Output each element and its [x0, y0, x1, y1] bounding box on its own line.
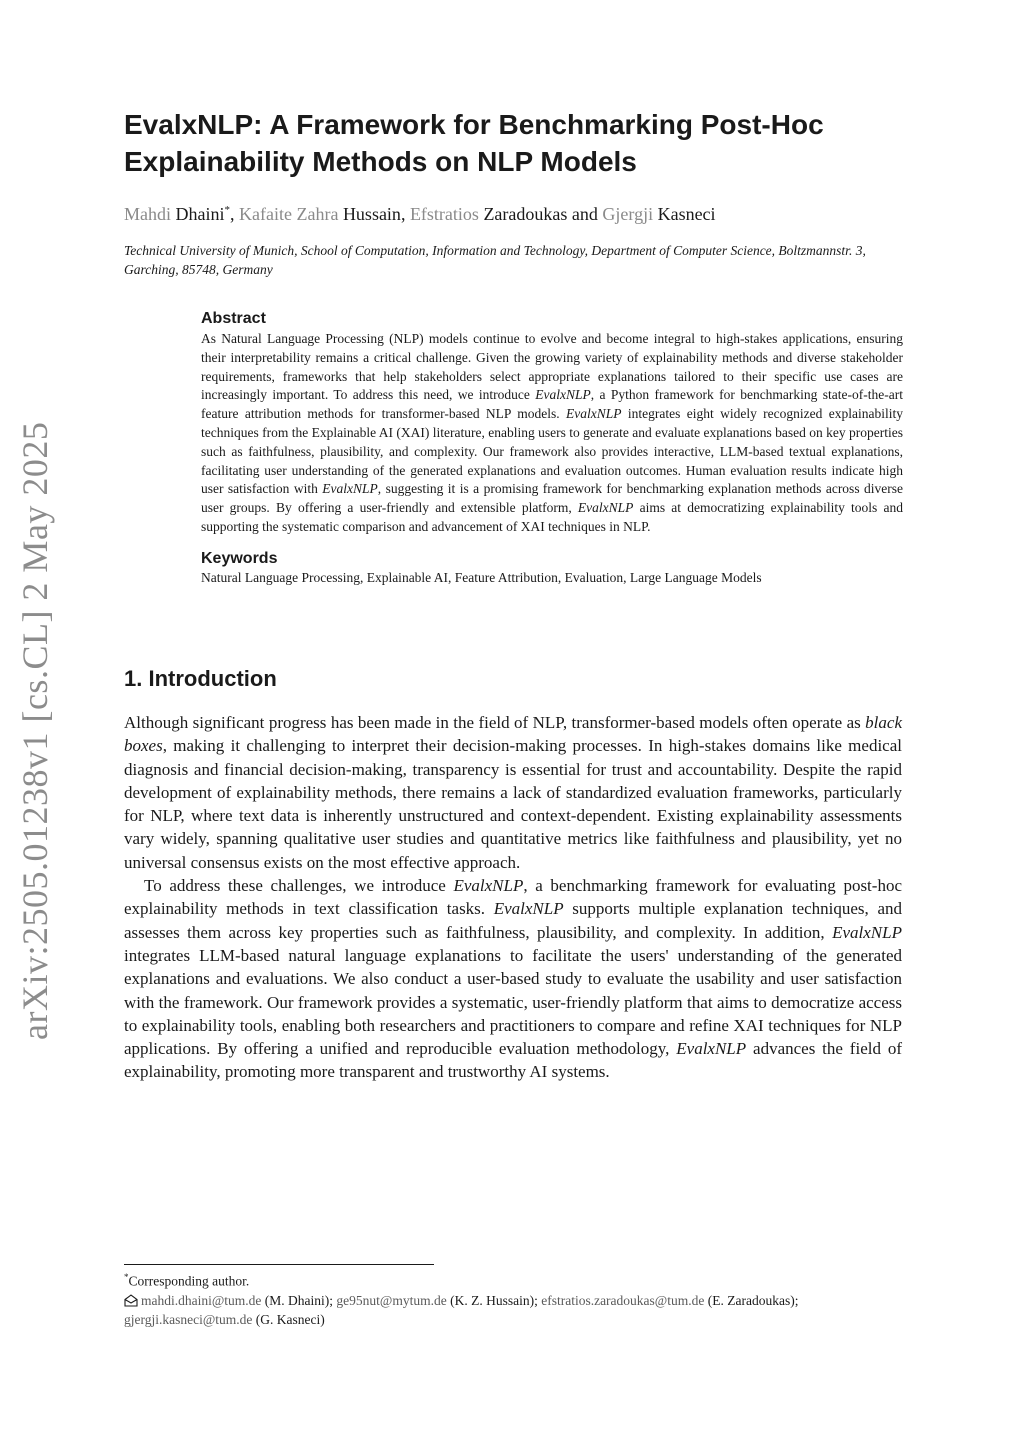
paper-title: EvalxNLP: A Framework for Benchmarking Post-Hoc Explainability Methods on NLP Models: [124, 109, 824, 177]
keywords-heading: Keywords: [201, 549, 278, 567]
author: Efstratios Zaradoukas and: [409, 204, 603, 224]
author-list: [124, 198, 904, 226]
contact-emails: mahdi.dhaini@tum.de (M. Dhaini); ge95nut@mytum.de (K. Z. Hussain); efstratios.zaradoukas@tum.de (E. Zaradoukas); gjergji.kasneci@tum.de (G. Kasneci): [124, 1292, 799, 1327]
email-link[interactable]: ge95nut@mytum.de: [336, 1292, 447, 1308]
abstract-heading: Abstract: [201, 310, 266, 327]
email-link[interactable]: mahdi.dhaini@tum.de: [141, 1292, 262, 1308]
author: Mahdi Dhaini*,: [124, 204, 239, 224]
email-link[interactable]: gjergji.kasneci@tum.de: [124, 1311, 253, 1327]
author: Gjergji Kasneci: [602, 204, 716, 224]
paragraph: To address these challenges, we introduce EvalxNLP, a benchmarking framework for evaluating post-hoc explainability methods in text classification tasks. EvalxNLP supports multiple explanation techniques, and assesses them across key properties such as faithfulness, plausibility, and complexity. In addition, EvalxNLP integrates LLM-based natural language explanations to facilitate the users' understanding of the generated explanations and evaluations. We also conduct a user-based study to evaluate the usability and user satisfaction with the framework. Our framework provides a systematic, user-friendly platform that aims to democratize access to explainability tools, enabling both researchers and practitioners to compare and refine XAI techniques for NLP applications. By offering a unified and reproducible evaluation methodology, EvalxNLP advances the field of explainability, promoting more transparent and trustworthy AI systems.: [124, 876, 902, 1082]
author: Kafaite Zahra Hussain,: [239, 204, 410, 224]
footnote-divider: [124, 1264, 434, 1265]
email-link[interactable]: efstratios.zaradoukas@tum.de: [541, 1292, 705, 1308]
introduction-heading: 1. Introduction: [124, 666, 277, 691]
paragraph: Although significant progress has been made in the field of NLP, transformer-based models often operate as black boxes, making it challenging to interpret their decision-making processes. In high-stakes domains like medical diagnosis and financial decision-making, transparency is essential for trust and accountability. Despite the rapid development of explainability methods, there remains a lack of standardized evaluation frameworks, particularly for NLP, where text data is inherently unstructured and context-dependent. Existing explainability assessments vary widely, spanning qualitative user studies and quantitative metrics like faithfulness and plausibility, yet no universal consensus exists on the most effective approach.: [124, 713, 902, 872]
introduction-body: [124, 711, 902, 1084]
abstract-text: As Natural Language Processing (NLP) models continue to evolve and become integral to high-stakes applications, ensuring their interpretability remains a critical challenge. Given the growing variety of explainability methods and diverse stakeholder requirements, frameworks that help stakeholders select appropriate explanations tailored to their specific use cases are increasingly important. To address this need, we introduce EvalxNLP, a Python framework for benchmarking state-of-the-art feature attribution methods for transformer-based NLP models. EvalxNLP integrates eight widely recognized explainability techniques from the Explainable AI (XAI) literature, enabling users to generate and evaluate explanations based on key properties such as faithfulness, plausibility, and complexity. Our framework also provides interactive, LLM-based textual explanations, facilitating user understanding of the generated explanations and evaluation outcomes. Human evaluation results indicate high user satisfaction with EvalxNLP, suggesting it is a promising framework for benchmarking explanation methods across diverse user groups. By offering a user-friendly and extensible platform, EvalxNLP aims at democratizing explainability tools and supporting the systematic comparison and advancement of XAI techniques in NLP.: [201, 331, 903, 534]
footnotes: [124, 1268, 904, 1329]
corresponding-author-note: *Corresponding author.: [124, 1272, 250, 1289]
affiliation: Technical University of Munich, School of Computation, Information and Technology, Department of Computer Science, Boltzmannstr. 3, Garching, 85748, Germany: [124, 243, 866, 277]
mail-icon: [124, 1294, 138, 1307]
abstract-section: [201, 309, 903, 588]
arxiv-side-stamp: arXiv:2505.01238v1 [cs.CL] 2 May 2025: [15, 421, 55, 1040]
keywords-text: Natural Language Processing, Explainable AI, Feature Attribution, Evaluation, Large Language Models: [201, 569, 762, 585]
